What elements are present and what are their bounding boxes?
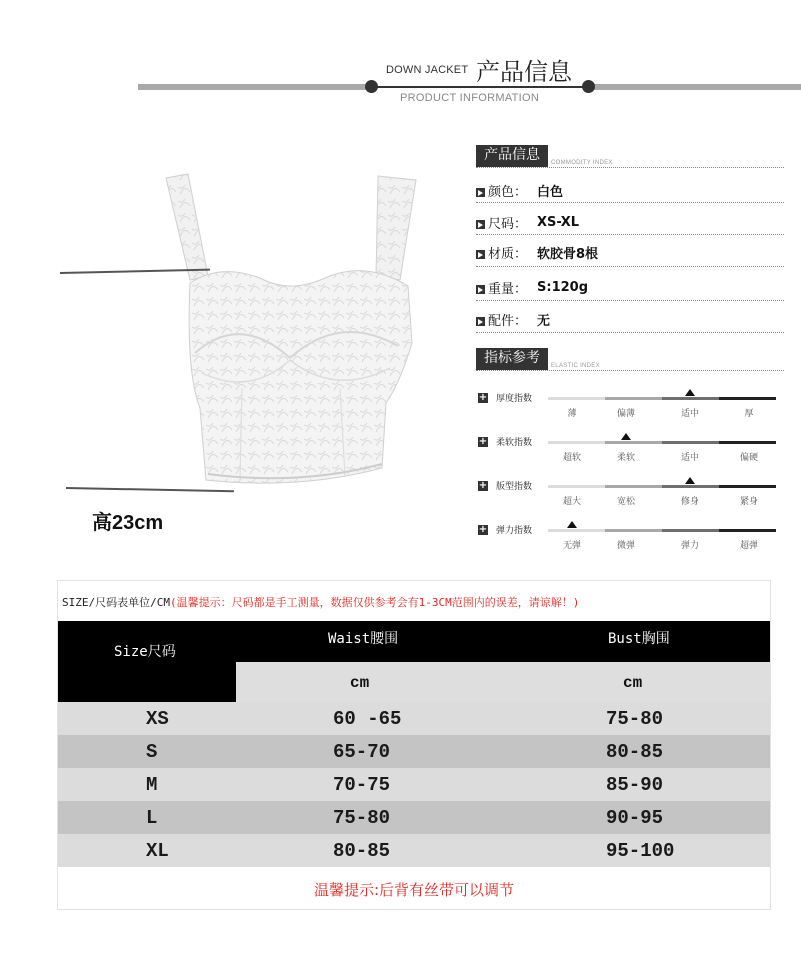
height-label: 高23cm [92,512,164,534]
index-row [476,434,786,474]
elastic-index-subtitle: ELASTIC INDEX [551,363,600,369]
info-row-accessories [476,309,550,329]
plus-icon: + [478,436,488,447]
size-table [57,580,771,910]
bust-column-header: Bust胸围 [608,631,670,647]
index-option: 微弹 [616,541,635,551]
index-option: 超大 [562,497,581,507]
header-dot-right [582,80,595,93]
bust-cell: 90-95 [606,807,664,829]
info-value: 白色 [537,184,564,200]
index-scale-segment [719,397,776,400]
index-option: 柔软 [616,453,635,463]
table-row [58,735,770,768]
waist-unit: cm [350,674,370,692]
arrow-bullet-icon [476,220,485,229]
size-table-note [62,594,579,610]
divider [476,300,784,301]
header-en-title: DOWN JACKET [386,64,469,76]
size-table-unit-note: SIZE/尺码表单位/CM [62,596,170,609]
size-header-cell [58,621,236,702]
index-label: 柔软指数 [496,438,533,448]
bust-cell: 75-80 [606,708,664,730]
index-option: 薄 [567,409,577,419]
index-option: 弹力 [680,541,699,551]
product-info-title: 产品信息 [476,145,548,167]
index-option: 宽松 [616,497,635,507]
index-label: 弹力指数 [496,526,533,536]
bust-cell: 85-90 [606,774,664,796]
index-scale-segment [548,397,605,400]
bust-cell: 80-85 [606,741,664,763]
product-info-heading [476,145,613,167]
plus-icon: + [478,524,488,535]
bust-unit: cm [623,674,643,692]
header-rule-left [138,84,370,90]
index-option: 紧身 [739,497,758,507]
index-scale-segment [662,529,719,532]
size-cell: L [146,807,158,829]
index-scale-segment [548,441,605,444]
adjustable-ribbon-note: 温馨提示:后背有丝带可以调节 [313,881,515,899]
index-option: 修身 [680,497,699,507]
bustier-top-image [150,168,430,498]
info-value: 软胶骨8根 [537,246,599,262]
info-label: 尺码： [488,216,528,232]
waist-cell: 60 -65 [333,708,402,730]
selected-marker-icon [621,433,631,440]
plus-icon: + [478,392,488,403]
arrow-bullet-icon [476,285,485,294]
unit-row [236,662,770,702]
info-value: XS-XL [537,214,580,230]
info-value: S:120g [537,279,589,295]
index-scale-segment [605,397,662,400]
table-row [58,834,770,867]
plus-icon: + [478,480,488,491]
info-label: 材质： [488,246,528,262]
waist-column-header: Waist腰围 [328,631,399,647]
index-row [476,390,786,430]
arrow-bullet-icon [476,317,485,326]
index-row [476,478,786,518]
table-row [58,768,770,801]
info-row-material [476,242,598,262]
waist-cell: 65-70 [333,741,391,763]
measure-header-band [236,621,770,662]
index-scale-segment [548,529,605,532]
selected-marker-icon [567,521,577,528]
divider [476,266,784,267]
size-cell: S [146,741,158,763]
size-cell: XS [146,708,169,730]
divider [476,234,784,235]
index-scale-segment [719,441,776,444]
arrow-bullet-icon [476,188,485,197]
selected-marker-icon [685,477,695,484]
index-option: 无弹 [562,541,581,551]
waist-cell: 75-80 [333,807,391,829]
waist-cell: 80-85 [333,840,391,862]
index-option: 超软 [562,453,581,463]
index-scale-segment [605,529,662,532]
index-scale-segment [605,485,662,488]
elastic-index-heading [476,348,600,370]
info-label: 配件： [488,313,528,329]
index-option: 适中 [680,453,699,463]
index-option: 超弹 [739,541,758,551]
waist-cell: 70-75 [333,774,391,796]
index-scale-segment [719,485,776,488]
header-dot-left [365,80,378,93]
table-row [58,801,770,834]
header-cn-title: 产品信息 [476,58,572,86]
divider [476,370,784,371]
size-cell: XL [146,840,169,862]
table-row [58,702,770,735]
product-info-subtitle: COMMODITY INDEX [551,160,613,166]
divider [476,167,784,168]
info-row-size [476,212,579,232]
index-option: 偏硬 [739,453,758,463]
info-label: 颜色： [488,184,528,200]
index-option: 适中 [680,409,699,419]
index-scale-segment [548,485,605,488]
index-option: 厚 [744,409,754,419]
size-table-disclaimer: (温馨提示：尺码都是手工测量，数据仅供参考会有1-3CM范围内的误差，请谅解！) [169,596,580,609]
index-option: 偏薄 [616,409,635,419]
index-scale-segment [662,485,719,488]
divider [476,202,784,203]
selected-marker-icon [685,389,695,396]
index-scale-segment [719,529,776,532]
header-rule-right [588,84,801,90]
index-label: 厚度指数 [496,394,533,404]
elastic-index-title: 指标参考 [476,348,548,370]
index-row [476,522,786,562]
info-label: 重量： [488,281,528,297]
bust-cell: 95-100 [606,840,675,862]
arrow-bullet-icon [476,250,485,259]
info-value: 无 [537,313,551,329]
info-row-color [476,180,563,200]
index-scale-segment [662,397,719,400]
index-label: 版型指数 [496,482,533,492]
index-scale-segment [662,441,719,444]
header-subtitle: PRODUCT INFORMATION [400,92,540,104]
index-scale-segment [605,441,662,444]
divider [476,332,784,333]
info-row-weight [476,277,588,297]
size-column-header: Size尺码 [114,644,176,660]
size-cell: M [146,774,158,796]
